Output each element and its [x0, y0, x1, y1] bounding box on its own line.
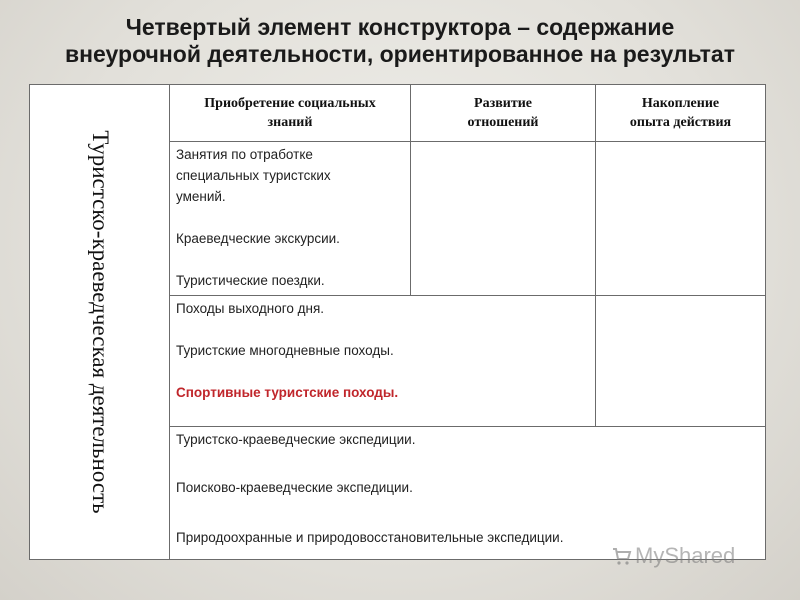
header-relationships-line-1: Развитие — [474, 96, 532, 111]
row2-experience-cell — [596, 296, 766, 427]
slide-title-line-2: внеурочной деятельности, ориентированное на результат — [65, 41, 735, 67]
header-experience — [596, 85, 766, 142]
cart-icon — [612, 546, 632, 566]
side-label-cell — [30, 85, 170, 560]
slide-title-line-1: Четвертый элемент конструктора – содержание — [125, 14, 675, 40]
side-label: Туристско-краеведческая деятельность — [88, 130, 113, 514]
row3-line-1: Туристско-краеведческие экспедиции. — [176, 432, 416, 447]
watermark — [612, 543, 735, 569]
row3-line-2: Поисково-краеведческие экспедиции. — [176, 480, 413, 495]
content-table — [29, 84, 766, 560]
header-relationships-line-2: отношений — [467, 115, 539, 130]
row2-line-3-highlight: Спортивные туристские походы. — [176, 385, 399, 400]
row1-line-2: специальных туристских — [176, 168, 331, 183]
row3-line-3: Природоохранные и природовосстановительные экспедиции. — [176, 530, 564, 545]
header-social-knowledge — [170, 85, 411, 142]
row2-line-1: Походы выходного дня. — [176, 301, 325, 316]
row2-line-2: Туристские многодневные походы. — [176, 343, 394, 358]
header-social-knowledge-line-1: Приобретение социальных — [204, 96, 376, 111]
row3-activities-cell — [170, 427, 766, 560]
header-experience-line-2: опыта действия — [629, 115, 732, 130]
row1-line-1: Занятия по отработке — [176, 147, 313, 162]
row1-activities-cell — [170, 142, 411, 296]
row1-relationships-cell — [411, 142, 596, 296]
header-experience-line-1: Накопление — [641, 96, 720, 111]
row1-line-4: Краеведческие экскурсии. — [176, 231, 340, 246]
row1-line-5: Туристические поездки. — [176, 273, 325, 288]
row2-activities-cell — [170, 296, 596, 427]
header-relationships — [411, 85, 596, 142]
slide-title — [0, 14, 800, 68]
header-social-knowledge-line-2: знаний — [267, 115, 313, 130]
watermark-text: MyShared — [635, 543, 736, 568]
row1-experience-cell — [596, 142, 766, 296]
row1-line-3: умений. — [176, 189, 226, 204]
